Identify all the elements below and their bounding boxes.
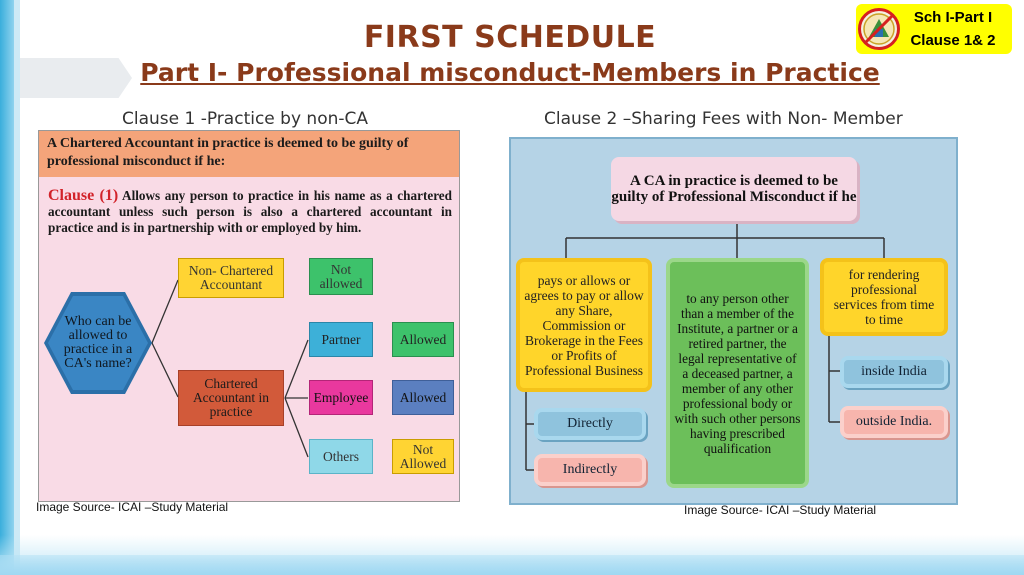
clause-body: Allows any person to practice in his name as a chartered accountant unless such person is also a chartered accountant in practice and is in partnership with or employed by him. bbox=[48, 188, 452, 235]
outside-india-pill: outside India. bbox=[840, 406, 948, 438]
clause-label: Clause (1) bbox=[48, 187, 119, 204]
not-allowed-box-2: Not Allowed bbox=[392, 439, 454, 474]
employee-box: Employee bbox=[309, 380, 373, 415]
right-heading: Clause 2 –Sharing Fees with Non- Member bbox=[544, 109, 903, 129]
question-text: Who can be allowed to practice in a CA's name? bbox=[63, 314, 133, 371]
partner-box: Partner bbox=[309, 322, 373, 357]
ca-in-practice-box: Chartered Accountant in practice bbox=[178, 370, 284, 426]
directly-pill: Directly bbox=[534, 408, 646, 440]
left-panel-title: A Chartered Accountant in practice is deemed to be guilty of professional misconduct if he: bbox=[39, 131, 459, 177]
indirectly-pill: Indirectly bbox=[534, 454, 646, 486]
to-any-person-box: to any person other than a member of the Institute, a partner or a retired partner, the legal representative of a deceased partner, a member of any other professional body or with such other persons having prescribed qualification bbox=[666, 258, 809, 488]
badge-line-2: Clause 1& 2 bbox=[910, 32, 996, 49]
non-ca-box: Non- Chartered Accountant bbox=[178, 258, 284, 298]
right-top-box: A CA in practice is deemed to be guilty of Professional Misconduct if he bbox=[611, 157, 857, 221]
left-heading: Clause 1 -Practice by non-CA bbox=[122, 109, 369, 129]
allowed-box-1: Allowed bbox=[392, 322, 454, 357]
allowed-box-2: Allowed bbox=[392, 380, 454, 415]
right-image-source: Image Source- ICAI –Study Material bbox=[684, 503, 877, 517]
page-title: FIRST SCHEDULE bbox=[363, 20, 657, 55]
page-subtitle: Part I- Professional misconduct-Members in Practice bbox=[140, 58, 880, 87]
not-allowed-box-1: Not allowed bbox=[309, 258, 373, 295]
pays-allows-box: pays or allows or agrees to pay or allow any Share, Commission or Brokerage in the Fees or Profits of Professional Business bbox=[516, 258, 652, 392]
others-box: Others bbox=[309, 439, 373, 474]
inside-india-pill: inside India bbox=[840, 356, 948, 388]
badge-line-1: Sch I-Part I bbox=[913, 9, 993, 26]
left-image-source: Image Source- ICAI –Study Material bbox=[36, 500, 229, 514]
rendering-services-box: for rendering professional services from time to time bbox=[820, 258, 948, 336]
